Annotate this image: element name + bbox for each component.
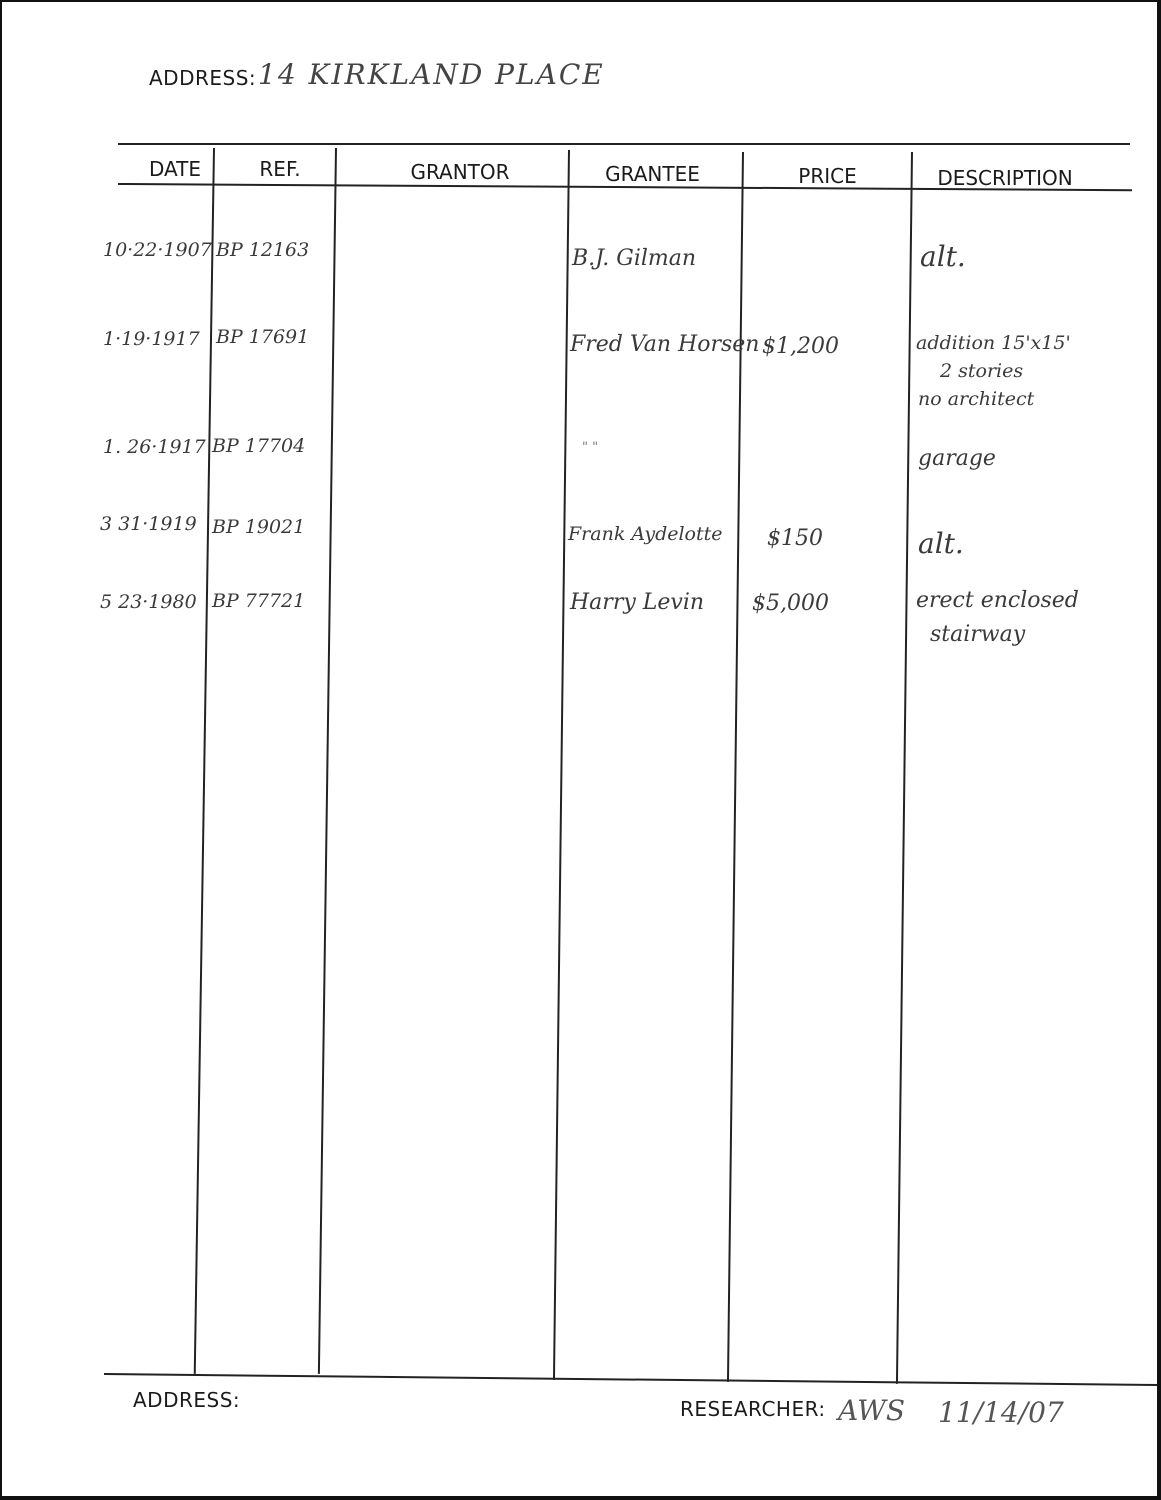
row-date: 1·19·1917: [103, 328, 200, 350]
row-description: alt.: [918, 527, 964, 560]
row-ref: BP 17704: [212, 435, 306, 457]
row-grantee: Frank Aydelotte: [568, 523, 723, 545]
column-header-grantee: GRANTEE: [605, 162, 700, 186]
row-date: 1. 26·1917: [103, 436, 206, 458]
row-description: alt.: [920, 240, 966, 273]
column-header-grantor: GRANTOR: [410, 160, 510, 184]
column-header-description: DESCRIPTION: [937, 166, 1073, 190]
row-grantee: B.J. Gilman: [572, 246, 697, 271]
address-label: ADDRESS:: [149, 66, 257, 90]
address-value: 14 KIRKLAND PLACE: [258, 58, 605, 91]
row-date: 10·22·1907: [103, 239, 212, 261]
row-description-line: addition 15'x15': [916, 332, 1071, 354]
column-header-price: PRICE: [798, 164, 857, 188]
column-divider-2: [318, 148, 337, 1374]
column-divider-5: [896, 152, 913, 1384]
scan-corner-mark: [1157, 0, 1161, 1500]
scan-corner-mark: [0, 0, 2, 1500]
column-divider-3: [553, 150, 570, 1380]
row-price: $5,000: [752, 591, 829, 616]
row-ref: BP 77721: [212, 590, 306, 612]
researcher-label: RESEARCHER:: [680, 1397, 826, 1421]
scan-corner-mark: [0, 1496, 1161, 1500]
row-description-line: no architect: [918, 388, 1035, 410]
row-price: $150: [767, 526, 823, 551]
researcher-initials: AWS: [838, 1394, 906, 1427]
row-description-line: stairway: [930, 622, 1026, 647]
row-grantee: " ": [582, 440, 599, 455]
row-description-line: erect enclosed: [916, 588, 1079, 613]
row-ref: BP 17691: [216, 326, 310, 348]
researcher-date: 11/14/07: [938, 1396, 1064, 1429]
scan-corner-mark: [0, 0, 1161, 2]
row-grantee: Fred Van Horsen: [570, 332, 760, 357]
row-date: 3 31·1919: [100, 513, 197, 535]
row-date: 5 23·1980: [100, 591, 197, 613]
row-description-line: 2 stories: [940, 360, 1024, 382]
row-ref: BP 12163: [216, 239, 310, 261]
row-description: garage: [918, 446, 996, 471]
row-ref: BP 19021: [212, 516, 306, 538]
footer-address-label: ADDRESS:: [133, 1388, 241, 1412]
table-bottom-rule: [104, 1373, 1160, 1386]
row-price: $1,200: [762, 334, 839, 359]
column-header-date: DATE: [148, 157, 202, 181]
row-grantee: Harry Levin: [570, 590, 705, 615]
table-top-rule: [118, 143, 1130, 145]
column-header-ref: REF.: [259, 157, 301, 181]
